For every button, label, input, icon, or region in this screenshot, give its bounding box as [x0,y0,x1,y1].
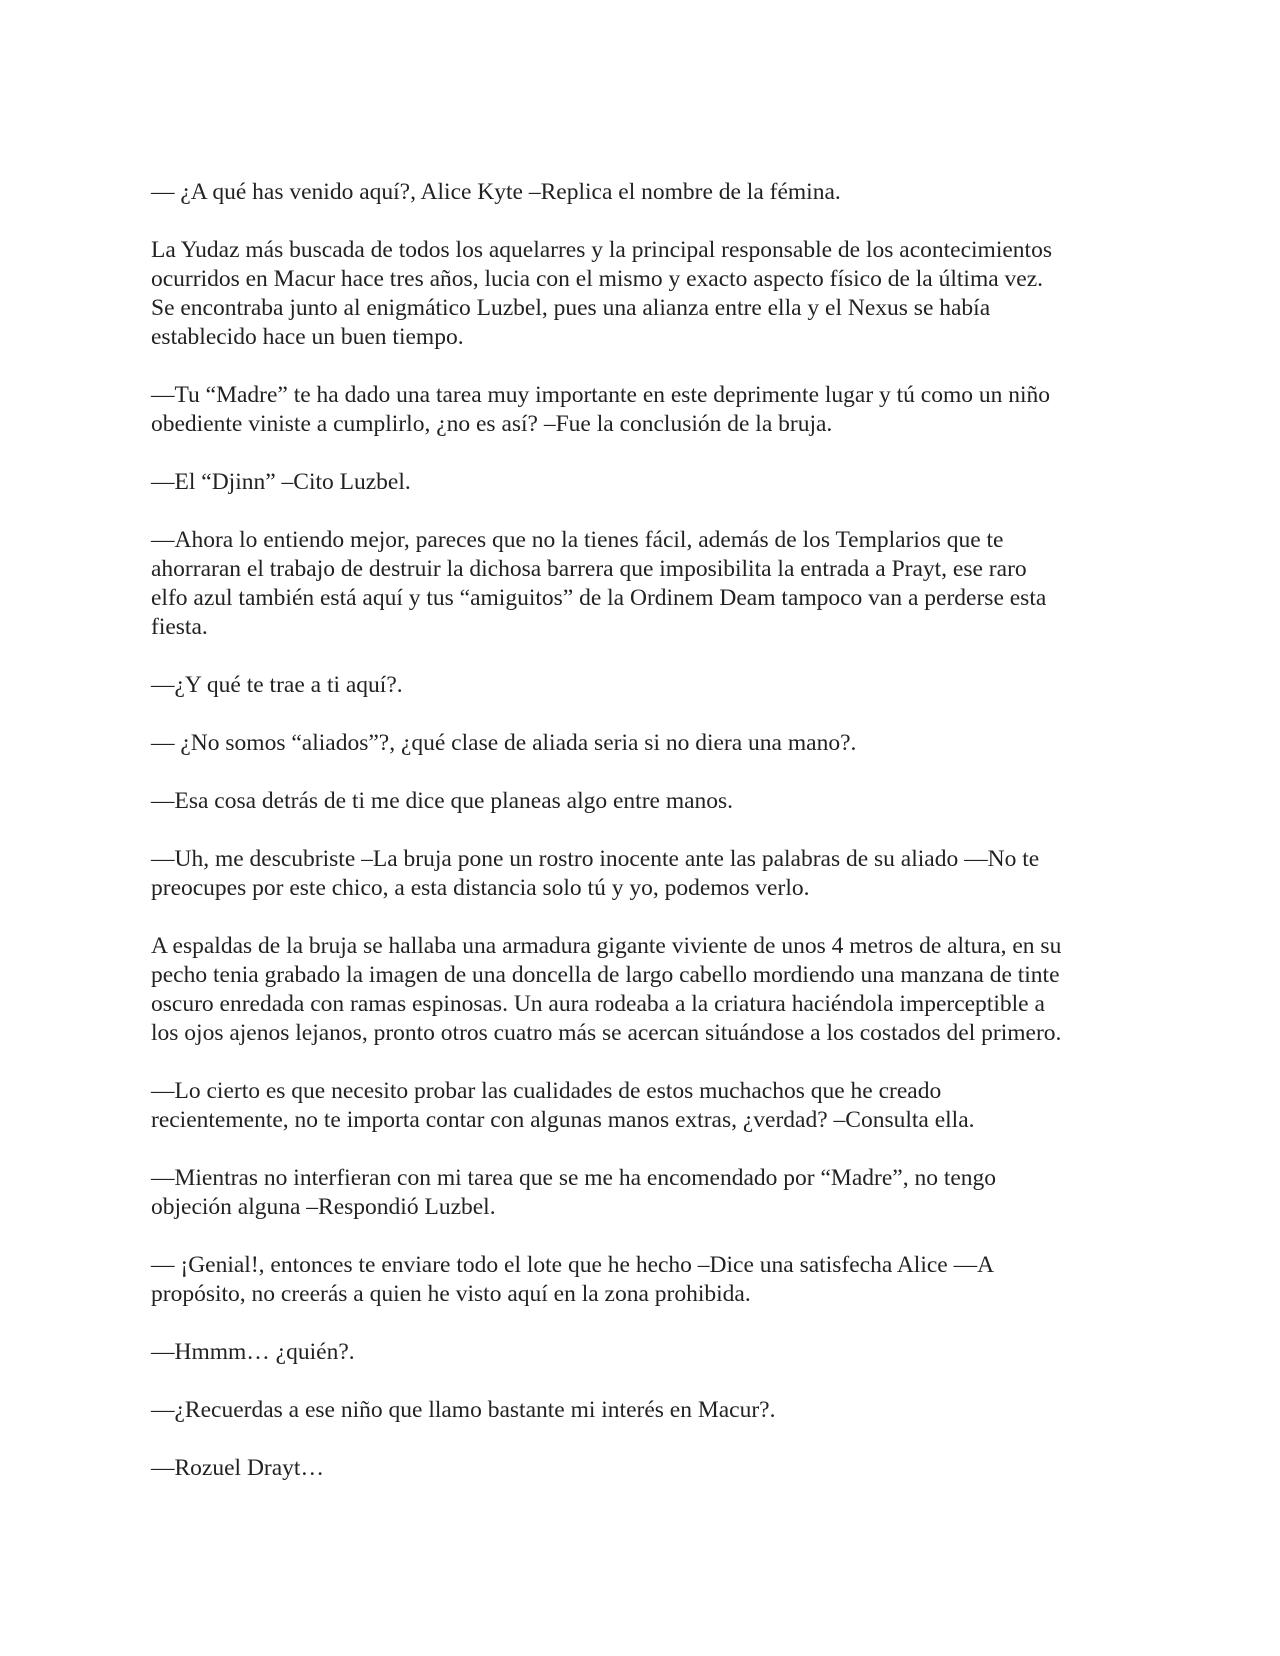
paragraph: A espaldas de la bruja se hallaba una armadura gigante viviente de unos 4 metros de altura, en su pecho tenia grabado la imagen de una doncella de largo cabello mordiendo una manzana de tinte oscuro enredada con ramas espinosas. Un aura rodeaba a la criatura haciéndola imperceptible a los ojos ajenos lejanos, pronto otros cuatro más se acercan situándose a los costados del primero. [151,933,1062,1046]
document-body [151,178,1151,1512]
paragraph: —Ahora lo entiendo mejor, pareces que no la tienes fácil, además de los Templarios que te ahorraran el trabajo de destruir la dichosa barrera que imposibilita la entrada a Prayt, ese raro elfo azul también está aquí y tus “amiguitos” de la Ordinem Deam tampoco van a perderse esta fiesta. [151,527,1047,640]
paragraph: —¿Y qué te trae a ti aquí?. [151,672,403,698]
paragraph: — ¿No somos “aliados”?, ¿qué clase de aliada seria si no diera una mano?. [151,730,857,756]
paragraph: — ¿A qué has venido aquí?, Alice Kyte –Replica el nombre de la fémina. [151,179,841,205]
paragraph: —Uh, me descubriste –La bruja pone un rostro inocente ante las palabras de su aliado —No te preocupes por este chico, a esta distancia solo tú y yo, podemos verlo. [151,846,1040,901]
paragraph: —Rozuel Drayt… [151,1455,324,1481]
paragraph: — ¡Genial!, entonces te enviare todo el lote que he hecho –Dice una satisfecha Alice —A propósito, no creerás a quien he visto aquí en la zona prohibida. [151,1252,995,1307]
paragraph: —Mientras no interfieran con mi tarea que se me ha encomendado por “Madre”, no tengo objeción alguna –Respondió Luzbel. [151,1165,997,1220]
paragraph: —Tu “Madre” te ha dado una tarea muy importante en este deprimente lugar y tú como un niño obediente viniste a cumplirlo, ¿no es así? –Fue la conclusión de la bruja. [151,382,1051,437]
paragraph: —¿Recuerdas a ese niño que llamo bastante mi interés en Macur?. [151,1397,776,1423]
paragraph: —Hmmm… ¿quién?. [151,1339,355,1365]
paragraph: —El “Djinn” –Cito Luzbel. [151,469,411,495]
paragraph: —Lo cierto es que necesito probar las cualidades de estos muchachos que he creado recientemente, no te importa contar con algunas manos extras, ¿verdad? –Consulta ella. [151,1078,975,1133]
paragraph: La Yudaz más buscada de todos los aquelarres y la principal responsable de los acontecimientos ocurridos en Macur hace tres años, lucia con el mismo y exacto aspecto físico de la última vez. Se encontraba junto al enigmático Luzbel, pues una alianza entre ella y el Nexus se había establecido hace un buen tiempo. [151,237,1052,350]
paragraph: —Esa cosa detrás de ti me dice que planeas algo entre manos. [151,788,734,814]
